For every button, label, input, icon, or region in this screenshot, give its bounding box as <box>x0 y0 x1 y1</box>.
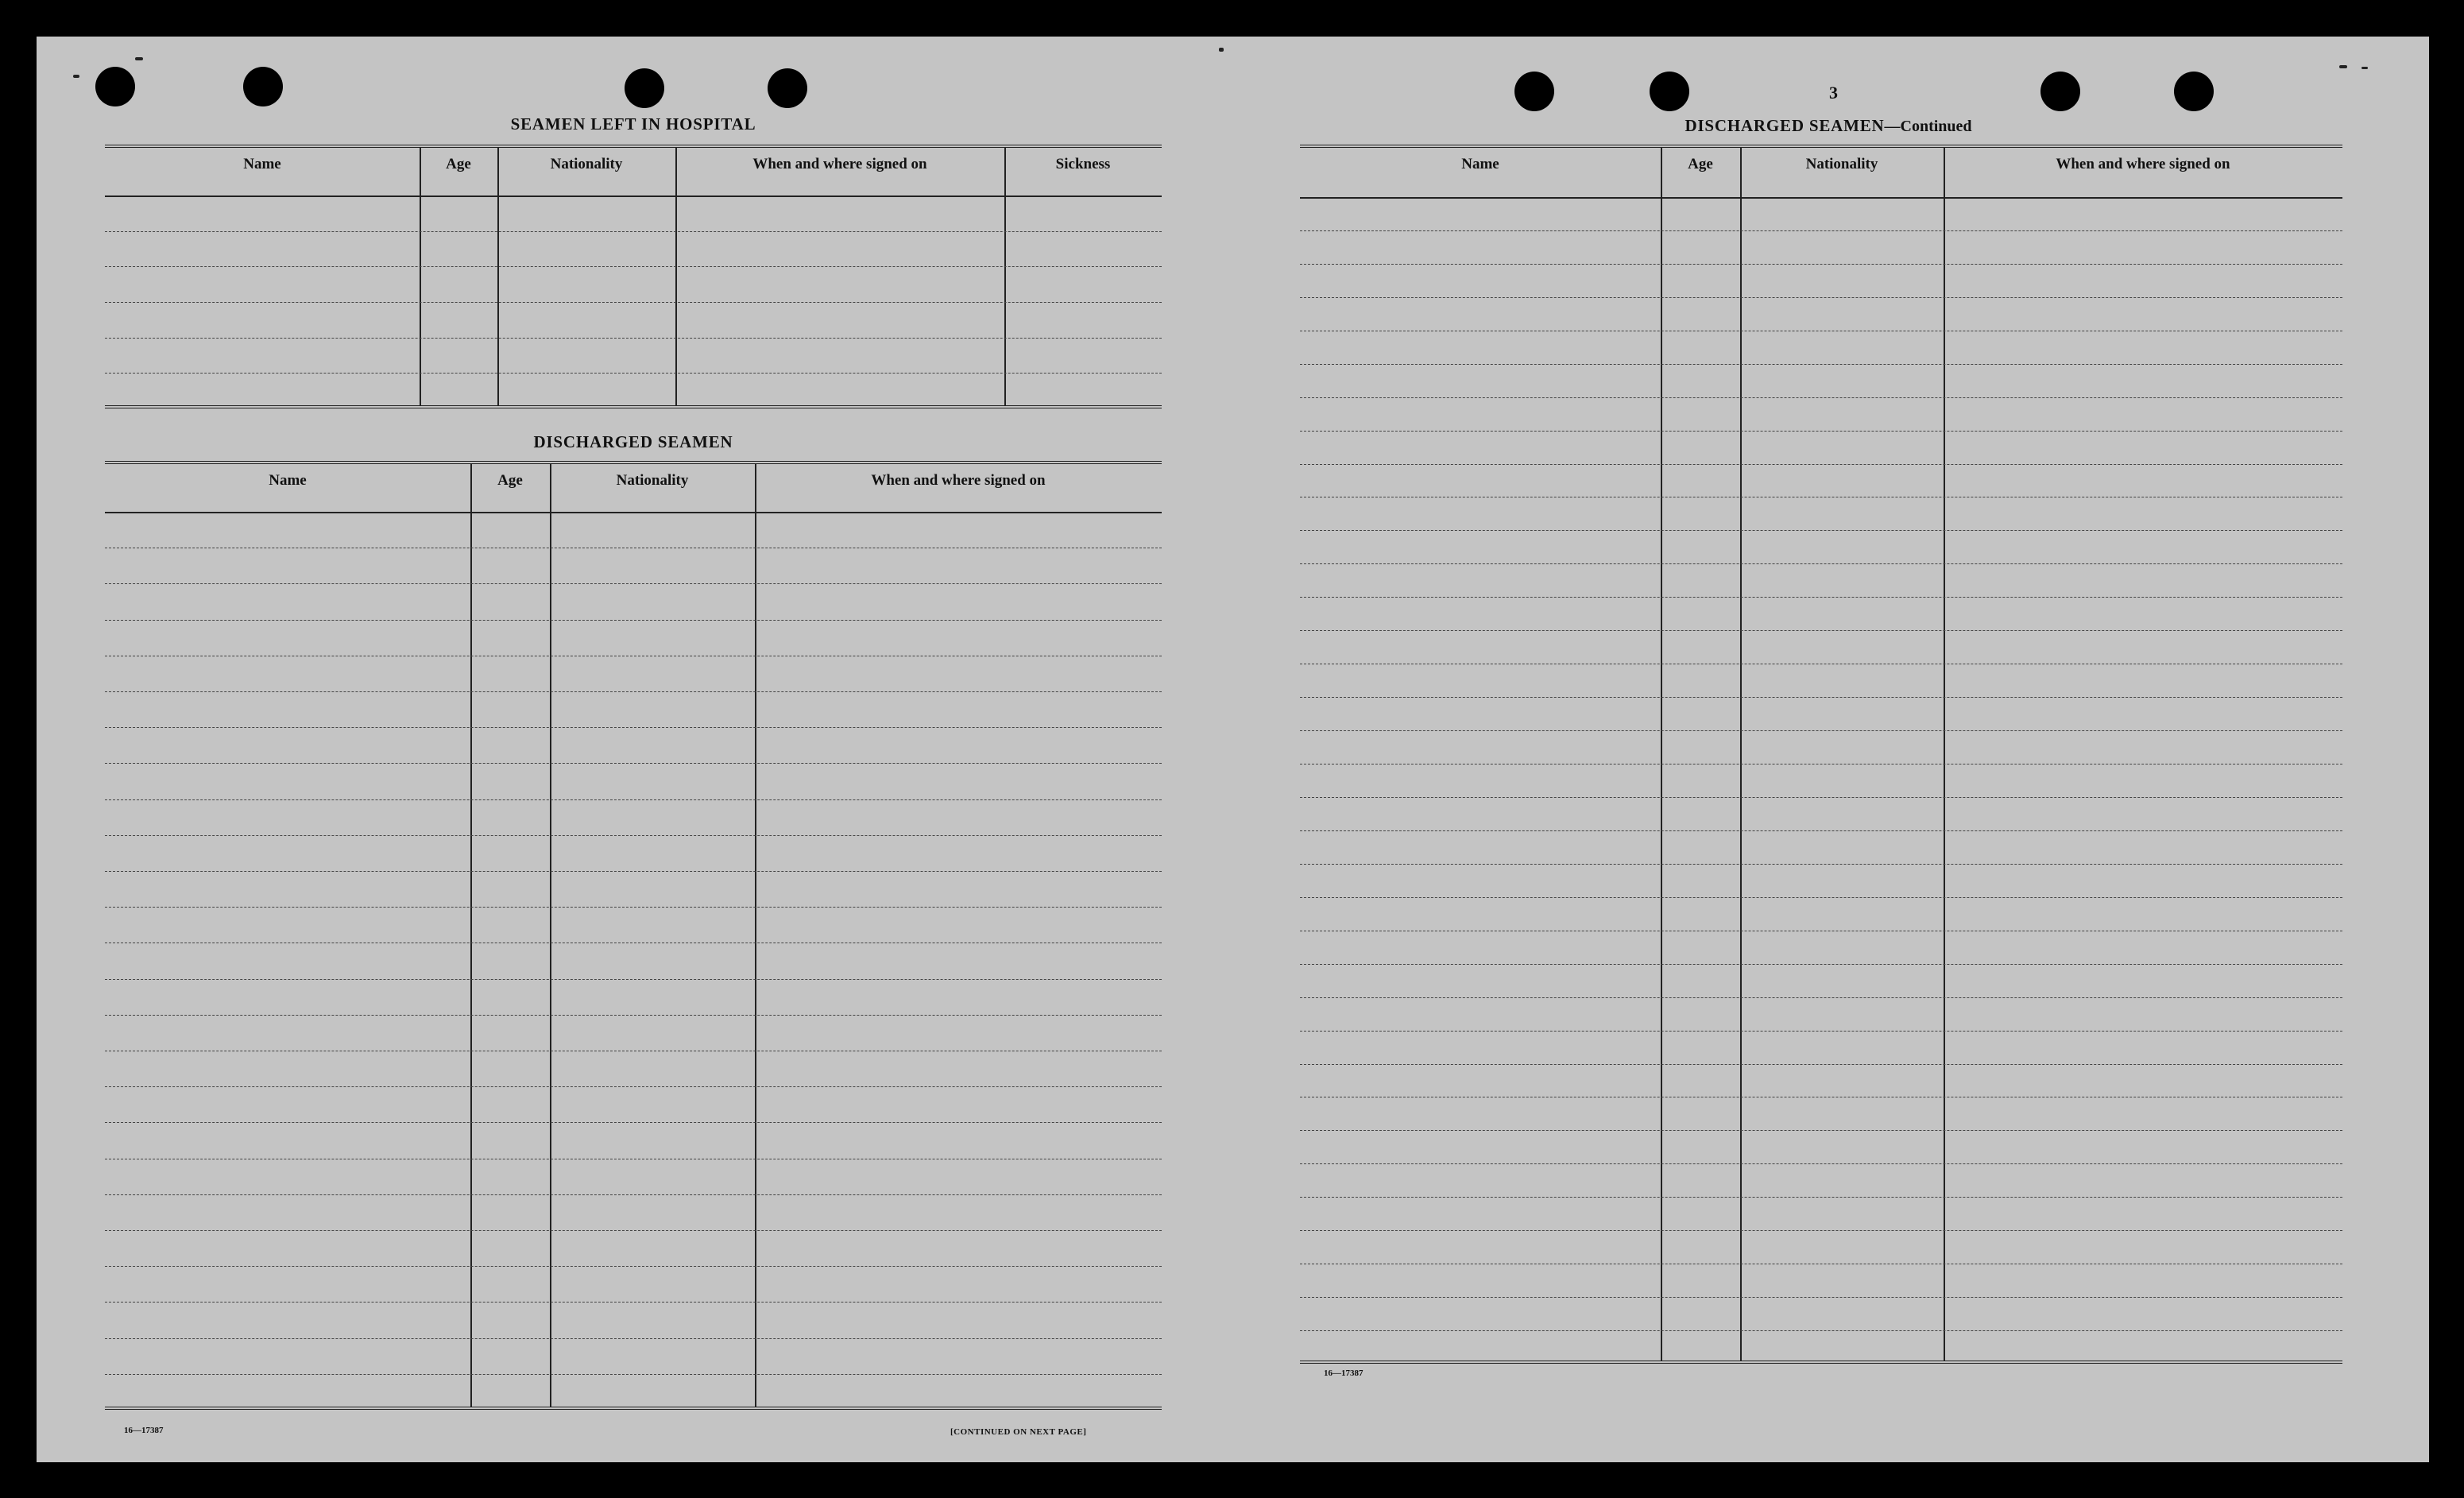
table-row-rule <box>1300 1064 2342 1065</box>
table-row-rule <box>1300 1330 2342 1331</box>
table-row-rule <box>1300 630 2342 631</box>
continued-suffix: —Continued <box>1884 118 1972 135</box>
table-row-rule <box>105 1302 1162 1303</box>
table-row-rule <box>1300 431 2342 432</box>
binder-hole <box>2174 72 2214 111</box>
binder-hole <box>243 67 283 106</box>
speck <box>135 57 143 60</box>
speck <box>1219 48 1224 52</box>
table-row-rule <box>105 1015 1162 1016</box>
table-row-rule <box>1300 1163 2342 1164</box>
binder-hole <box>625 68 664 108</box>
continued-note: [CONTINUED ON NEXT PAGE] <box>950 1427 1087 1437</box>
column-header-sickness: Sickness <box>1055 156 1111 172</box>
hospital-table <box>105 145 1162 408</box>
form-number: 16—17387 <box>1324 1368 1364 1378</box>
table-row-rule <box>1300 1031 2342 1032</box>
binder-hole <box>1650 72 1689 111</box>
speck <box>2339 65 2347 68</box>
column-header-nationality: Nationality <box>616 472 689 489</box>
table-row-rule <box>105 835 1162 836</box>
column-divider <box>675 148 677 405</box>
right-page <box>1217 37 2429 1462</box>
table-row-rule <box>1300 1130 2342 1131</box>
speck <box>2361 67 2368 69</box>
table-row-rule <box>1300 797 2342 798</box>
binder-hole <box>2040 72 2080 111</box>
column-header-name: Name <box>243 156 281 172</box>
form-number: 16—17387 <box>124 1426 164 1435</box>
column-divider <box>470 464 472 1407</box>
column-header-nationality: Nationality <box>550 156 623 172</box>
table-row-rule <box>105 231 1162 232</box>
column-divider <box>755 464 756 1407</box>
table-row-rule <box>105 907 1162 908</box>
table-row-rule <box>105 302 1162 303</box>
discharged-table <box>105 461 1162 1410</box>
column-divider <box>497 148 499 405</box>
table-row-rule <box>1300 364 2342 365</box>
table-row-rule <box>1300 264 2342 265</box>
column-header-age: Age <box>497 472 523 489</box>
table-row-rule <box>1300 397 2342 398</box>
table-row-rule <box>1300 563 2342 564</box>
discharged-continued-table <box>1300 145 2342 1364</box>
table-row-rule <box>105 691 1162 692</box>
discharged-section-title: DISCHARGED SEAMEN <box>533 432 733 451</box>
table-row-rule <box>1300 1297 2342 1298</box>
discharged-table-header <box>105 464 1162 513</box>
table-row-rule <box>105 1266 1162 1267</box>
table-row-rule <box>105 373 1162 374</box>
table-row-rule <box>1300 830 2342 831</box>
table-row-rule <box>1300 530 2342 531</box>
table-row-rule <box>105 1230 1162 1231</box>
binder-hole <box>1514 72 1554 111</box>
binder-hole <box>95 67 135 106</box>
binder-hole <box>768 68 807 108</box>
table-row-rule <box>105 266 1162 267</box>
hospital-table-header <box>105 148 1162 197</box>
hospital-section-title: SEAMEN LEFT IN HOSPITAL <box>510 114 756 134</box>
left-page <box>37 37 1217 1462</box>
column-header-age: Age <box>446 156 471 172</box>
column-header-signed-on: When and where signed on <box>2056 156 2230 172</box>
table-row-rule <box>105 727 1162 728</box>
table-row-rule <box>1300 297 2342 298</box>
table-row-rule <box>1300 697 2342 698</box>
column-header-name: Name <box>269 472 307 489</box>
table-row-rule <box>105 583 1162 584</box>
column-divider <box>420 148 421 405</box>
column-header-signed-on: When and where signed on <box>752 156 927 172</box>
table-row-rule <box>105 1122 1162 1123</box>
table-row-rule <box>1300 230 2342 231</box>
column-divider <box>1004 148 1006 405</box>
table-row-rule <box>105 799 1162 800</box>
page-number: 3 <box>1829 83 1838 103</box>
table-row-rule <box>1300 964 2342 965</box>
table-row-rule <box>105 871 1162 872</box>
discharged-continued-table-header <box>1300 148 2342 199</box>
table-row-rule <box>105 620 1162 621</box>
table-row-rule <box>105 338 1162 339</box>
table-row-rule <box>105 979 1162 980</box>
table-row-rule <box>105 1194 1162 1195</box>
column-header-age: Age <box>1688 156 1713 172</box>
table-row-rule <box>1300 897 2342 898</box>
table-row-rule <box>1300 1230 2342 1231</box>
table-row-rule <box>105 763 1162 764</box>
discharged-continued-title: DISCHARGED SEAMEN <box>1685 116 1885 135</box>
column-divider <box>550 464 551 1407</box>
table-row-rule <box>105 1374 1162 1375</box>
table-row-rule <box>1300 464 2342 465</box>
table-row-rule <box>105 1338 1162 1339</box>
table-row-rule <box>1300 730 2342 731</box>
speck <box>73 75 79 78</box>
table-row-rule <box>1300 1197 2342 1198</box>
column-header-nationality: Nationality <box>1805 156 1878 172</box>
column-header-name: Name <box>1461 156 1499 172</box>
table-row-rule <box>1300 997 2342 998</box>
table-row-rule <box>105 1086 1162 1087</box>
column-header-signed-on: When and where signed on <box>871 472 1046 489</box>
table-row-rule <box>1300 864 2342 865</box>
discharged-continued-section-title <box>1300 116 2357 136</box>
table-row-rule <box>1300 597 2342 598</box>
